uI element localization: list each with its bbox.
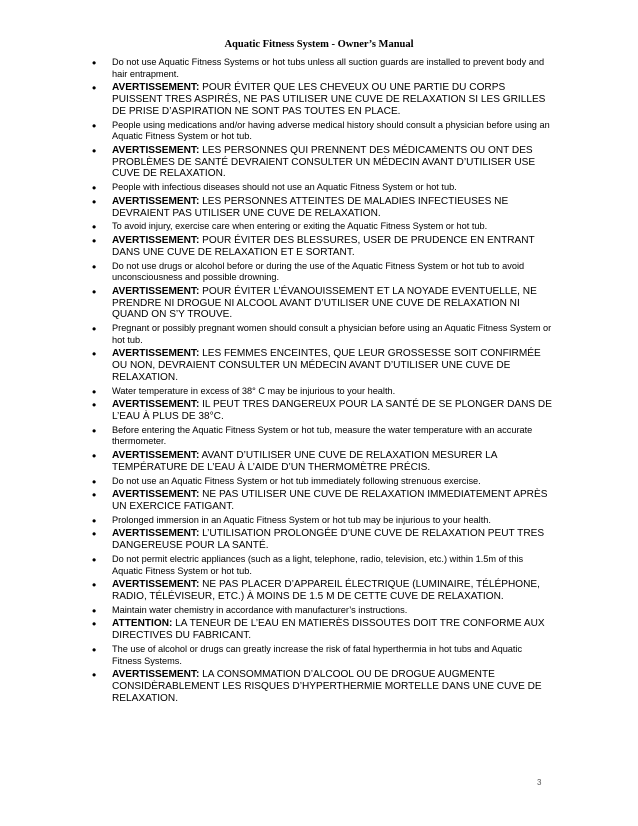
- warning-text: To avoid injury, exercise care when entering or exiting the Aquatic Fitness System or hot tub.: [112, 221, 488, 232]
- warning-text: Pregnant or possibly pregnant women should consult a physician before using an Aquatic Fitness System or hot tub.: [112, 323, 552, 345]
- warning-text: LES FEMMES ENCEINTES, QUE LEUR GROSSESSE SOIT CONFIRMÉE OU NON, DEVRAIENT CONSULTER UN MÉDECIN AVANT D’UTILISER UNE CUVE DE RELAXATION.: [112, 348, 541, 383]
- warning-text: Water temperature in excess of 38° C may be injurious to your health.: [112, 385, 396, 396]
- warning-text: NE PAS UTILISER UNE CUVE DE RELAXATION IMMEDIATEMENT APRÈS UN EXERCICE FATIGANT.: [112, 489, 548, 513]
- warning-tag: ATTENTION:: [112, 618, 173, 630]
- warning-item-french: [92, 286, 552, 321]
- warning-item-french: [92, 579, 552, 603]
- warning-text: IL PEUT TRES DANGEREUX POUR LA SANTÉ DE SE PLONGER DANS DE L’EAU À PLUS DE 38°C.: [112, 399, 552, 423]
- warning-item-french: [92, 528, 552, 552]
- warning-text: Prolonged immersion in an Aquatic Fitness System or hot tub may be injurious to your health.: [112, 514, 491, 525]
- warning-item-english: [92, 605, 552, 617]
- warning-item-french: [92, 399, 552, 423]
- warning-text: L’UTILISATION PROLONGÉE D’UNE CUVE DE RELAXATION PEUT TRES DANGEREUSE POUR LA SANTÉ.: [112, 528, 545, 552]
- warning-text: People using medications and/or having adverse medical history should consult a physician before using an Aquatic Fitness System or hot tub.: [112, 119, 550, 142]
- warning-item-french: [92, 489, 552, 513]
- warning-item-english: [92, 261, 552, 284]
- warning-text: LA TENEUR DE L’EAU EN MATIERÈS DISSOUTES DOIT TRE CONFORME AUX DIRECTIVES DU FABRICANT.: [112, 618, 545, 642]
- warning-item-english: [92, 476, 552, 488]
- warning-tag: AVERTISSEMENT:: [112, 489, 200, 501]
- warning-tag: AVERTISSEMENT:: [112, 399, 200, 411]
- warning-text: Maintain water chemistry in accordance with manufacturer’s instructions.: [112, 604, 408, 615]
- warning-tag: AVERTISSEMENT:: [112, 528, 200, 540]
- warning-text: AVANT D’UTILISER UNE CUVE DE RELAXATION MESURER LA TEMPÉRATURE DE L’EAU À L’AIDE D’UN THERMOMÈTRE PRÉCIS.: [112, 450, 497, 473]
- warning-item-french: [92, 82, 552, 117]
- warning-tag: AVERTISSEMENT:: [112, 669, 200, 681]
- warning-tag: AVERTISSEMENT:: [112, 234, 200, 246]
- warning-text: LES PERSONNES ATTEINTES DE MALADIES INFECTIEUSES NE DEVRAIENT PAS UTILISER UNE CUVE DE RELAXATION.: [112, 195, 509, 219]
- warning-text: Do not use an Aquatic Fitness System or hot tub immediately following strenuous exercise.: [112, 475, 481, 486]
- warning-text: LA CONSOMMATION D’ALCOOL OU DE DROGUE AUGMENTE CONSIDÈRABLEMENT LES RISQUES D’HYPERTHERMIE MORTELLE DANS UNE CUVE DE RELAXATION.: [112, 669, 542, 704]
- warning-item-english: [92, 386, 552, 398]
- page-header-title: Aquatic Fitness System - Owner’s Manual: [224, 39, 414, 50]
- warning-text: The use of alcohol or drugs can greatly increase the risk of fatal hyperthermia in hot tubs and Aquatic Fitness Systems.: [112, 644, 523, 666]
- warning-item-french: [92, 196, 552, 220]
- warning-text: LES PERSONNES QUI PRENNENT DES MÉDICAMENTS OU ONT DES PROBLÈMES DE SANTÉ DEVRAIENT CONSULTER UN MÉDECIN AVANT D’UTILISER USE CUVE DE RELAXATION.: [112, 144, 536, 180]
- warning-tag: AVERTISSEMENT:: [112, 144, 200, 156]
- warning-item-english: [92, 515, 552, 527]
- warning-item-english: [92, 323, 552, 346]
- warning-item-english: [92, 221, 552, 233]
- warning-tag: AVERTISSEMENT:: [112, 82, 200, 94]
- warning-text: Before entering the Aquatic Fitness System or hot tub, measure the water temperature with an accurate thermometer.: [112, 424, 533, 447]
- warning-item-french: [92, 450, 552, 474]
- warning-text: Do not use Aquatic Fitness Systems or hot tubs unless all suction guards are installed to prevent body and hair entrapment.: [112, 57, 545, 79]
- warning-tag: AVERTISSEMENT:: [112, 195, 200, 207]
- warning-item-french: [92, 348, 552, 383]
- warning-item-english: [92, 425, 552, 448]
- warning-item-english: [92, 554, 552, 577]
- warning-item-french: [92, 235, 552, 259]
- page-number: 3: [537, 778, 542, 787]
- warning-text: POUR ÉVITER DES BLESSURES, USER DE PRUDENCE EN ENTRANT DANS UNE CUVE DE RELAXATION ET E SORTANT.: [112, 234, 535, 258]
- warning-text: People with infectious diseases should not use an Aquatic Fitness System or hot tub.: [112, 182, 457, 193]
- warning-item-english: [92, 182, 552, 194]
- warning-item-english: [92, 644, 552, 667]
- warning-text: Do not use drugs or alcohol before or during the use of the Aquatic Fitness System or hot tub to avoid unconsciousness and possible drowning.: [112, 260, 525, 283]
- warning-tag: AVERTISSEMENT:: [112, 285, 200, 297]
- warning-tag: AVERTISSEMENT:: [112, 579, 200, 591]
- warning-tag: AVERTISSEMENT:: [112, 450, 200, 462]
- warning-text: Do not permit electric appliances (such as a light, telephone, radio, television, etc.) within 1.5m of this Aquatic Fitness System or hot tub.: [112, 554, 524, 576]
- warning-item-french: [92, 618, 552, 642]
- warning-text: POUR ÉVITER QUE LES CHEVEUX OU UNE PARTIE DU CORPS PUISSENT TRES ASPIRÉS, NE PAS UTILISER UNE CUVE DE RELAXATION SI LES GRILLES DE PRISE D’ASPIRATION NE SONT PAS TOUTES EN PLACE.: [112, 82, 546, 117]
- warning-item-english: [92, 57, 552, 80]
- warning-item-english: [92, 120, 552, 143]
- safety-warnings-list: [92, 57, 552, 707]
- warning-text: POUR ÉVITER L’ÉVANOUISSEMENT ET LA NOYADE EVENTUELLE, NE PRENDRE NI DROGUE NI ALCOOL AVANT D’UTILISER UNE CUVE DE RELAXATION NI QUAND ON S’Y TROUVE.: [112, 285, 537, 321]
- warning-item-french: [92, 669, 552, 704]
- warning-tag: AVERTISSEMENT:: [112, 348, 200, 360]
- warning-text: NE PAS PLACER D’APPAREIL ÉLECTRIQUE (LUMINAIRE, TÉLÉPHONE, RADIO, TÉLÉVISEUR, ETC.) À MOINS DE 1.5 M DE CETTE CUVE DE RELAXATION.: [112, 579, 540, 603]
- warning-item-french: [92, 145, 552, 180]
